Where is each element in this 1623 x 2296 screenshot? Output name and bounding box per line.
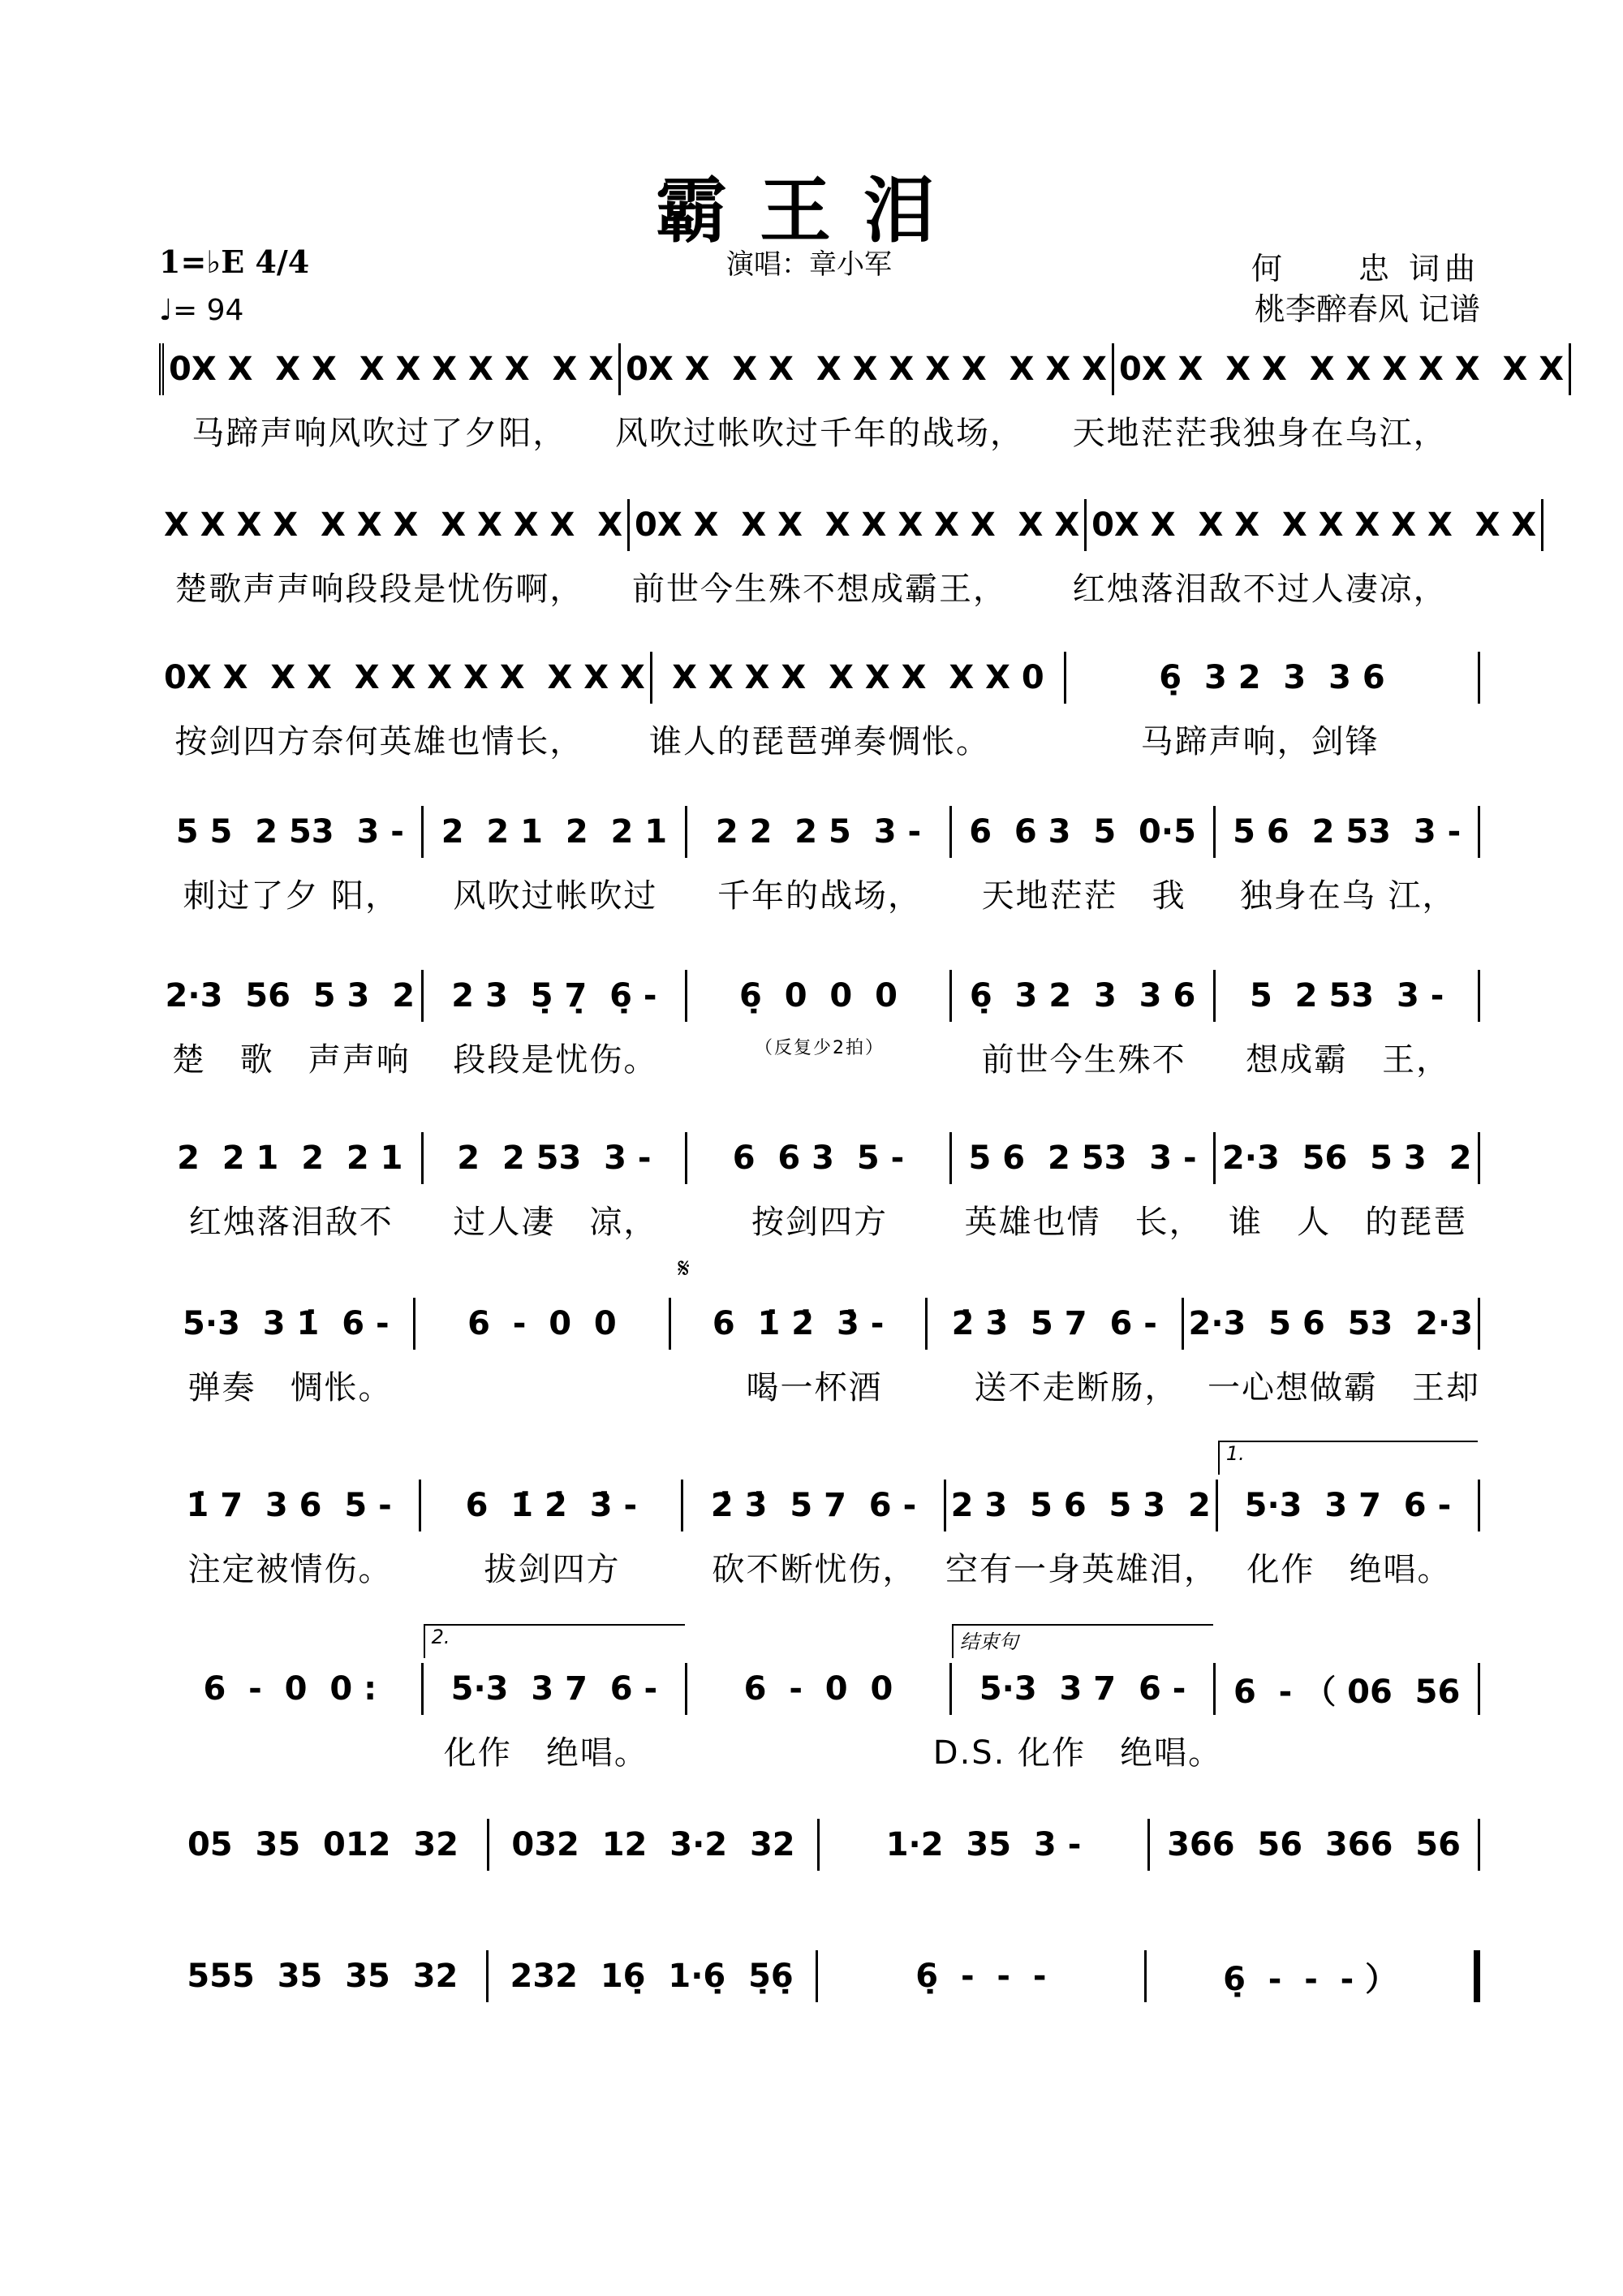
lyric-segment: 马蹄声响风吹过了夕阳，: [192, 415, 567, 452]
lyric-segment: 过人凄 凉，: [453, 1204, 658, 1241]
measure: 05 35 012 32: [159, 1819, 489, 1871]
measure: 2̇ 3̇ 5 7 6 -: [683, 1480, 945, 1531]
lyric-segment: 拔剑四方: [484, 1551, 621, 1588]
measure: 5 6 2 53 3 -: [952, 1132, 1216, 1184]
score-line: [159, 341, 1565, 454]
lyric-segment: 前世今生殊不想成霸王，: [632, 571, 1007, 608]
lyric-segment: 按剑四方: [751, 1204, 888, 1241]
score-line: [159, 1948, 1480, 2005]
notes-line: [159, 1252, 1480, 1352]
measure: 0X X X X X X X X X X X X: [621, 343, 1114, 395]
lyric-segment: 喝一杯酒: [746, 1369, 883, 1406]
score-line: [159, 1252, 1480, 1408]
measure: 1·2 35 3 -: [820, 1819, 1150, 1871]
lyric-segment: 天地茫茫 我: [981, 877, 1186, 915]
lyric-segment: [675, 1727, 933, 1773]
score-line: [159, 1442, 1480, 1590]
lyric-segment: 楚 歌 声声响: [171, 1041, 411, 1079]
measure: 5 5 2 53 3 -: [159, 806, 424, 858]
measure: 2 3 5̣ 7̣ 6̣ -: [424, 970, 688, 1022]
measure: 6̣ 0 0 0: [687, 970, 952, 1022]
lyric-segment: 注定被情伤。: [187, 1551, 393, 1588]
measure: 2̇ 3̇ 5 7 6 -: [928, 1298, 1184, 1350]
score-line: [159, 649, 1480, 762]
lyric-segment: 按剑四方奈何英雄也情长，: [174, 723, 584, 760]
score-line: [159, 1816, 1480, 1873]
lyric-segment: D.S. 化作 绝唱。: [932, 1734, 1223, 1772]
measure: 0X X X X X X X X X X X: [1087, 499, 1543, 551]
singer-credit: 演唱：章小军: [726, 248, 892, 281]
lyric-segment: 想成霸 王，: [1246, 1041, 1451, 1079]
lyric-segment: 楚歌声声响段段是忧伤啊，: [174, 571, 584, 608]
lyric-segment: 马蹄声响，剑锋: [1140, 723, 1380, 760]
lyric-segment: [1222, 1727, 1480, 1773]
tempo-marking: ♩= 94: [159, 294, 244, 327]
notes-line: [159, 1442, 1480, 1534]
lyrics-line: [159, 870, 1480, 916]
lyric-segment: 谁 人 的琵琶: [1229, 1204, 1468, 1241]
measure: 5 2 53 3 -: [1216, 970, 1480, 1022]
lyrics-line: [159, 1034, 1480, 1080]
lyrics-line: [159, 1362, 1480, 1408]
lyric-segment: [159, 1727, 417, 1773]
measure: 2 3 5 6 5 3 2: [946, 1480, 1218, 1531]
score-line: [159, 967, 1480, 1080]
score-line: [159, 1130, 1480, 1243]
lyrics-line: [159, 1196, 1480, 1243]
measure: X X X X X X X X X 0: [652, 652, 1066, 704]
measure: 6 6 3 5 0·5: [952, 806, 1216, 858]
measure: 2 2 53 3 -: [424, 1132, 688, 1184]
notes-line: [159, 967, 1480, 1024]
measure: 5·3 3 1̇ 6 -: [159, 1298, 415, 1350]
notes-line: [159, 803, 1480, 860]
measure: 6̣ 3 2 3 3 6: [952, 970, 1216, 1022]
lyric-segment: 段段是忧伤。: [453, 1041, 658, 1079]
lyric-segment: 千年的战场，: [717, 877, 922, 915]
lyric-segment: 刺过了夕 阳，: [183, 877, 400, 915]
measure: 2 2 2 5 3 -: [687, 806, 952, 858]
key-signature: 1=♭E 4/4: [159, 243, 310, 280]
measure: 2 2 1 2 2 1: [424, 806, 688, 858]
measure: 555 35 35 32: [159, 1950, 489, 2002]
measure: X X X X X X X X X X X X: [159, 499, 630, 551]
measure: 6 1̇ 2̇ 3̇ - 𝄋: [671, 1298, 928, 1350]
volta-1: 1.: [1218, 1441, 1478, 1475]
notes-line: [159, 497, 1537, 554]
measure: 1̇ 7 3 6 5 -: [159, 1480, 421, 1531]
measure: 6 - （ 06 56: [1216, 1663, 1480, 1715]
lyric-segment: 弹奏 惆怅。: [187, 1369, 393, 1406]
volta-2: 2.: [424, 1624, 686, 1658]
lyric-segment: 谁人的琵琶弹奏惆怅。: [649, 723, 990, 760]
measure: 2·3 56 5 3 2: [1216, 1132, 1480, 1184]
lyric-segment: （反复少2拍）: [754, 1038, 885, 1058]
lyric-segment: 砍不断忧伤，: [712, 1551, 917, 1588]
notes-line: [159, 341, 1565, 398]
measure: 0X X X X X X X X X X X: [630, 499, 1087, 551]
measure: 6̣ - - - ）: [1147, 1950, 1480, 2002]
measure: 5·3 3 7 6 - 结束句: [952, 1663, 1216, 1715]
lyric-segment: 空有一身英雄泪，: [945, 1551, 1218, 1588]
measure: 6 - 0 0 :: [159, 1663, 424, 1715]
ending-label: 结束句: [952, 1624, 1214, 1658]
measure: 5 6 2 53 3 -: [1216, 806, 1480, 858]
measure: 6 1̇ 2̇ 3̇ -: [421, 1480, 683, 1531]
measure: 0X X X X X X X X X X X X: [159, 652, 652, 704]
lyric-segment: 化作 绝唱。: [1246, 1551, 1452, 1588]
measure: 2 2 1 2 2 1: [159, 1132, 424, 1184]
measure: 2·3 56 5 3 2: [159, 970, 424, 1022]
lyrics-line: [159, 563, 1480, 610]
measure: 6 - 0 0: [687, 1663, 952, 1715]
measure: 5·3 3 7 6 - 2.: [424, 1663, 688, 1715]
measure: 6̣ 3 2 3 3 6: [1066, 652, 1480, 704]
lyric-segment: 风吹过帐吹过: [453, 877, 658, 915]
lyric-segment: 独身在乌 江，: [1239, 877, 1457, 915]
notes-line: [159, 649, 1480, 706]
notes-line: [159, 1626, 1480, 1717]
notes-line: [159, 1130, 1480, 1187]
measure: 5·3 3 7 6 - 1.: [1218, 1480, 1480, 1531]
measure: 6 - 0 0: [415, 1298, 672, 1350]
lyric-segment: 一心想做霸 王却: [1208, 1369, 1480, 1406]
measure: 0X X X X X X X X X X X: [1114, 343, 1571, 395]
lyric-segment: 送不走断肠，: [974, 1369, 1179, 1406]
score-line: [159, 497, 1537, 610]
lyric-segment: [421, 1362, 683, 1408]
song-title: 霸王泪: [655, 168, 967, 252]
score-line: [159, 1626, 1480, 1773]
composer-credit: 何 忠 词曲: [1251, 251, 1480, 286]
lyric-segment: 红烛落泪敌不过人凄凉，: [1072, 571, 1448, 608]
notes-line: [159, 1816, 1480, 1873]
lyric-segment: 红烛落泪敌不: [188, 1204, 394, 1241]
measure: 232 16̣ 1·6̣ 5̣6̣: [489, 1950, 818, 2002]
measure: 0X X X X X X X X X X X: [159, 343, 621, 395]
lyric-segment: 化作 绝唱。: [443, 1734, 648, 1772]
measure: 2·3 5 6 53 2·3: [1184, 1298, 1481, 1350]
lyric-segment: 天地茫茫我独身在乌江，: [1072, 415, 1448, 452]
lyrics-line: [159, 1727, 1480, 1773]
measure: 6 6 3 5 -: [687, 1132, 952, 1184]
segno-sign: 𝄋: [678, 1252, 690, 1285]
transcriber-credit: 桃李醉春风 记谱: [1254, 291, 1480, 327]
lyric-segment: 风吹过帐吹过千年的战场，: [615, 415, 1024, 452]
notes-line: [159, 1948, 1480, 2005]
measure: 366 56 366 56: [1150, 1819, 1480, 1871]
lyrics-line: [159, 716, 1480, 762]
lyrics-line: [159, 1544, 1480, 1590]
lyric-segment: 英雄也情 长，: [964, 1204, 1203, 1241]
measure: 6̣ - - -: [818, 1950, 1147, 2002]
score-line: [159, 803, 1480, 916]
lyric-segment: 前世今生殊不: [981, 1041, 1186, 1079]
measure: 032 12 3·2 32: [489, 1819, 820, 1871]
lyrics-line: [159, 407, 1480, 454]
